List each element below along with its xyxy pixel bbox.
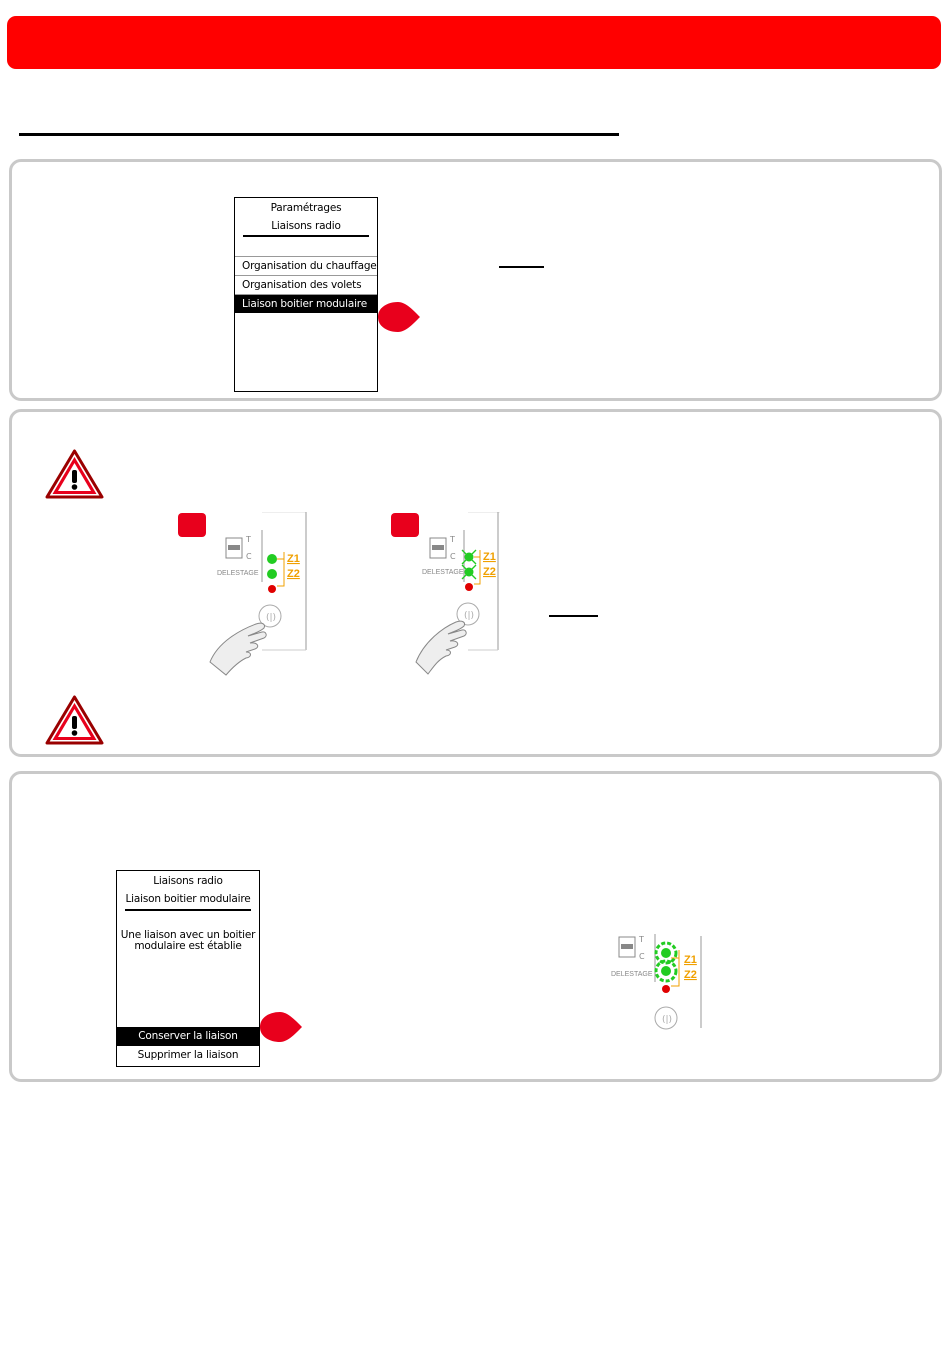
selection-pointer-icon: [376, 301, 421, 333]
link-established-screen: [116, 870, 260, 1067]
zone-2-label: Z2: [287, 568, 300, 580]
svg-text:(|): (|): [266, 613, 277, 623]
menu-item-shutters[interactable]: Organisation des volets: [235, 275, 377, 294]
svg-text:C: C: [450, 552, 456, 561]
header-banner: [7, 16, 941, 69]
screen-subtitle: Liaison boitier modulaire: [125, 893, 251, 905]
delestage-label: DELESTAGE: [422, 569, 464, 576]
screen-title: Paramétrages: [270, 202, 342, 214]
svg-text:T: T: [450, 535, 455, 544]
settings-screen: [234, 197, 378, 392]
section-title-underline: [19, 133, 619, 136]
module-linked-illustration: [605, 934, 709, 1034]
zone-1-label: Z1: [287, 553, 300, 565]
svg-text:T: T: [246, 535, 251, 544]
delete-link-button[interactable]: Supprimer la liaison: [137, 1049, 239, 1061]
module-steady-illustration: [200, 512, 312, 678]
inline-underline: [549, 615, 598, 617]
svg-text:(|): (|): [662, 1015, 673, 1025]
screen-subtitle: Liaisons radio: [271, 220, 341, 232]
menu-item-heating[interactable]: Organisation du chauffage: [235, 256, 377, 275]
svg-text:T: T: [639, 935, 644, 944]
svg-text:(|): (|): [464, 611, 475, 621]
keep-link-button[interactable]: Conserver la liaison: [117, 1027, 259, 1046]
zone-1-label: Z1: [483, 551, 496, 563]
zone-2-label: Z2: [483, 566, 496, 578]
svg-text:C: C: [639, 952, 645, 961]
module-blinking-illustration: [406, 512, 518, 678]
status-message-line-2: modulaire est établie: [134, 940, 242, 952]
screen-divider: [125, 909, 251, 911]
selection-pointer-icon: [258, 1011, 303, 1043]
inline-underline: [499, 266, 544, 268]
delestage-label: DELESTAGE: [611, 971, 653, 978]
step-1-panel: [9, 159, 942, 401]
warning-triangle-icon: [44, 694, 105, 746]
menu-item-modular-box-link[interactable]: Liaison boitier modulaire: [235, 294, 377, 313]
zone-2-label: Z2: [684, 969, 697, 981]
status-message-line-1: Une liaison avec un boitier: [120, 929, 256, 941]
zone-1-label: Z1: [684, 954, 697, 966]
delestage-label: DELESTAGE: [217, 570, 259, 577]
warning-triangle-icon: [44, 448, 105, 500]
svg-text:C: C: [246, 552, 252, 561]
screen-divider: [243, 235, 369, 237]
screen-title: Liaisons radio: [153, 875, 223, 887]
